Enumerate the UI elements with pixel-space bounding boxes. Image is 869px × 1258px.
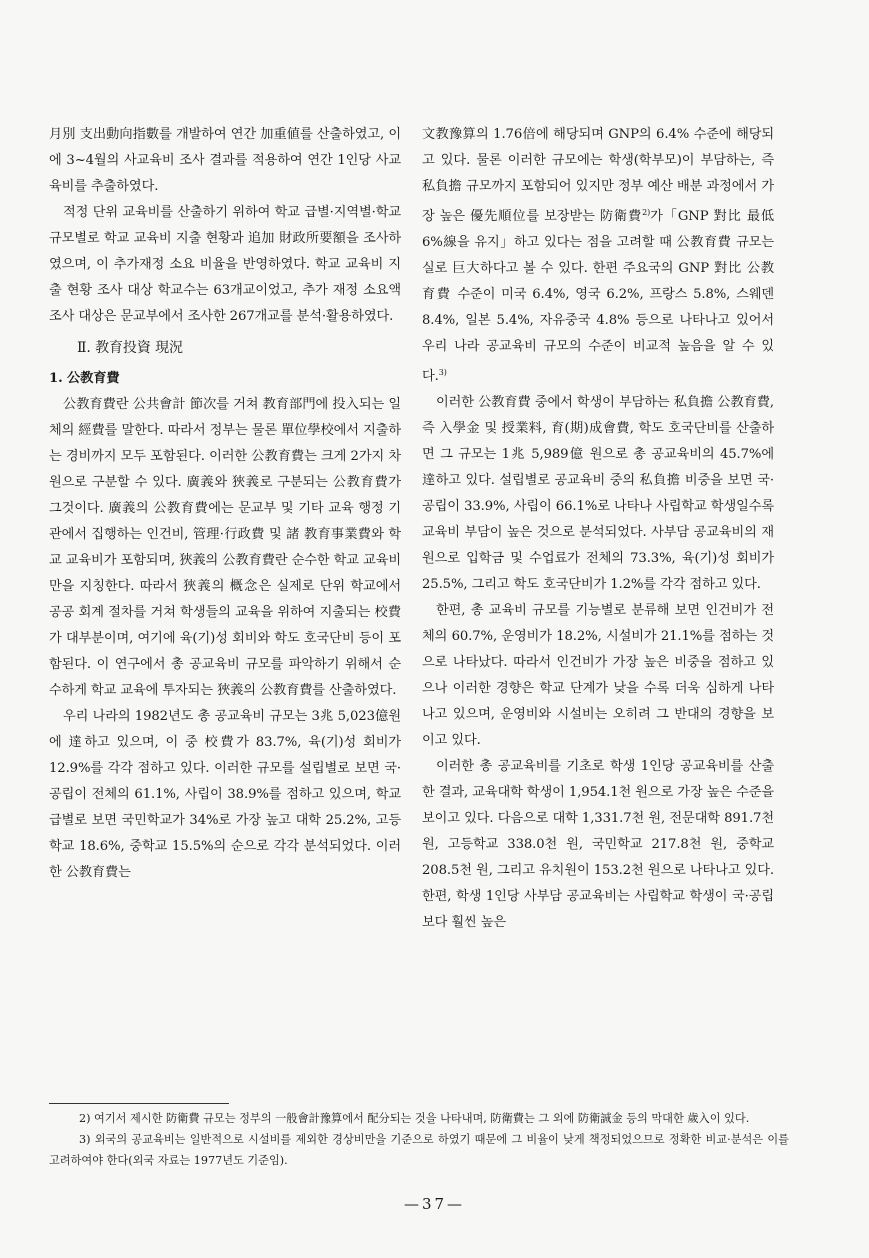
- body-paragraph: [422, 122, 774, 390]
- subsection-title: 1. 公教育費: [49, 371, 120, 386]
- body-paragraph: 적정 단위 교육비를 산출하기 위하여 학교 급별·지역별·학교 규모별로 학교 교육비 지출 현황과 追加 財政所要額을 조사하였으며, 이 추가재정 소요 비율을 반영하였다. 학교 교육비 지출 현황 조사 대상 학교수는 63개교이었고, 추가 재정 소요액 조사 대상은 문교부에서 조사한 267개교를 분석·활용하였다.: [49, 205, 401, 324]
- footnotes: [49, 1108, 789, 1171]
- body-paragraph: 이러한 公教育費 중에서 학생이 부담하는 私負擔 公教育費, 즉 入學金 및 授業料, 育(期)成會費, 학도 호국단비를 산출하면 그 규모는 1兆 5,989億 원으로 총 공교육비의 45.7%에 達하고 있다. 설립별로 공교육비 중의 私負擔 비중을 보면 국·공립이 33.9%, 사립이 66.1%로 나타나 사립학교 학생일수록 교육비 부담이 높은 것으로 분석되었다. 사부담 공교육비의 재원으로 입학금 및 수업료가 전체의 73.3%, 육(기)성 회비가 25.5%, 그리고 학도 호국단비가 1.2%를 각각 점하고 있다.: [422, 395, 774, 592]
- body-paragraph: 한편, 총 교육비 규모를 기능별로 분류해 보면 인건비가 전체의 60.7%, 운영비가 18.2%, 시설비가 21.1%를 점하는 것으로 나타났다. 따라서 인건비가 가장 높은 비중을 점하고 있으나 이러한 경향은 학교 단계가 낮을 수록 더욱 심하게 나타나고 있으며, 운영비와 시설비는 오히려 그 반대의 경향을 보이고 있다.: [422, 603, 774, 748]
- footnote-ref: 3): [438, 368, 447, 377]
- footnote: 2) 여기서 제시한 防衛費 규모는 정부의 一般會計豫算에서 配分되는 것을 나타내며, 防衛費는 그 외에 防衛誠金 등의 막대한 歲入이 있다.: [79, 1112, 750, 1125]
- section-title: Ⅱ. 教育投資 現況: [77, 340, 183, 356]
- footnote: 3) 외국의 공교육비는 일반적으로 시설비를 제외한 경상비만을 기준으로 하였기 때문에 그 비율이 낮게 책정되었으므로 정확한 비교·분석은 이를 고려하여야 한다(외국 자료는 1977년도 기준임).: [49, 1133, 789, 1167]
- footnote-ref: 2): [642, 208, 651, 217]
- body-text: 가「GNP 對比 最低 6%線을 유지」하고 있다는 점을 고려할 때 公教育費 규모는 실로 巨大하다고 볼 수 있다. 한편 주요국의 GNP 對比 公教育費 수준이 미국 6.4%, 영국 6.2%, 프랑스 5.8%, 스웨덴 8.4%, 일본 5.4%, 자유중국 4.8% 등으로 나타나고 있어서 우리 나라 공교육비 규모의 수준이 비교적 높음을 알 수 있다.: [422, 209, 774, 384]
- body-paragraph: 月別 支出動向指數를 개발하여 연간 加重値를 산출하였고, 이에 3~4월의 사교육비 조사 결과를 적용하여 연간 1인당 사교육비를 추출하였다.: [49, 127, 401, 194]
- footnote-divider: [49, 1103, 229, 1104]
- left-column: [49, 122, 401, 886]
- right-column: [422, 122, 774, 936]
- body-paragraph: 우리 나라의 1982년도 총 공교육비 규모는 3兆 5,023億원에 達하고 있으며, 이 중 校費가 83.7%, 육(기)성 회비가 12.9%를 각각 점하고 있다. 이러한 규모를 설립별로 보면 국·공립이 전체의 61.1%, 사립이 38.9%를 점하고 있으며, 학교 급별로 보면 국민학교가 34%로 가장 높고 대학 25.2%, 고등학교 18.6%, 중학교 15.5%의 순으로 각각 분석되었다. 이러한 公教育費는: [49, 709, 401, 880]
- body-paragraph: 公教育費란 公共會計 節次를 거쳐 教育部門에 投入되는 일체의 經費를 말한다. 따라서 정부는 물론 單位學校에서 지출하는 경비까지 모두 포함된다. 이러한 公教育費는 크게 2가지 차원으로 구분할 수 있다. 廣義와 狹義로 구분되는 公教育費가 그것이다. 廣義의 公教育費에는 문교부 및 기타 교육 행정 기관에서 집행하는 인건비, 管理·行政費 및 諸 教育事業費와 학교 교육비가 포함되며, 狹義의 公教育費란 순수한 학교 교육비만을 지칭한다. 따라서 狹義의 概念은 실제로 단위 학교에서 공공 회계 절차를 거쳐 학생들의 교육을 위하여 지출되는 校費가 대부분이며, 여기에 육(기)성 회비와 학도 호국단비 등이 포함된다. 이 연구에서 총 공교육비 규모를 파악하기 위해서 순수하게 학교 교육에 투자되는 狹義의 公教育費를 산출하였다.: [49, 397, 401, 698]
- body-text: 文教豫算의 1.76倍에 해당되며 GNP의 6.4% 수준에 해당되고 있다. 물론 이러한 규모에는 학생(학부모)이 부담하는, 즉 私負擔 규모까지 포함되어 있지만 정부 예산 배분 과정에서 가장 높은 優先順位를 보장받는 防衛費: [422, 127, 774, 224]
- page-number: —37—: [403, 1195, 466, 1213]
- body-paragraph: 이러한 총 공교육비를 기초로 학생 1인당 공교육비를 산출한 결과, 교육대학 학생이 1,954.1천 원으로 가장 높은 수준을 보이고 있다. 다음으로 대학 1,331.7천 원, 전문대학 891.7천 원, 고등학교 338.0천 원, 국민학교 217.8천 원, 중학교 208.5천 원, 그리고 유치원이 153.2천 원으로 나타나고 있다. 한편, 학생 1인당 사부담 공교육비는 사립학교 학생이 국·공립보다 훨씬 높은: [422, 759, 774, 930]
